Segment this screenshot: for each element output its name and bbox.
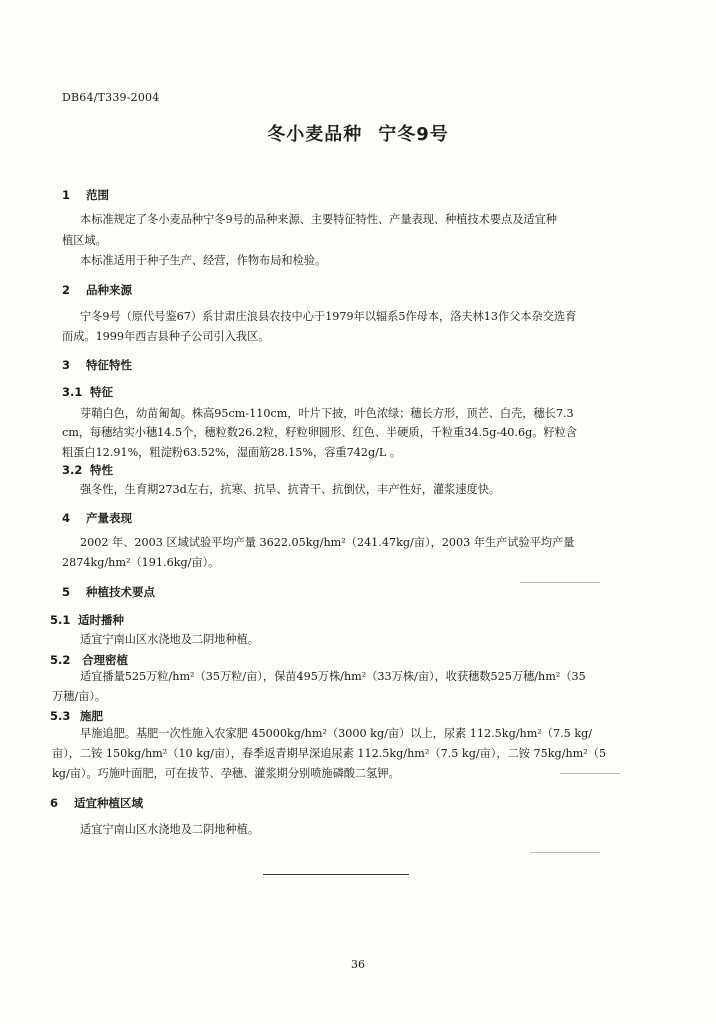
subsection-number: 5.3	[50, 709, 71, 723]
paragraph-line: 亩），二铵 150kg/hm²（10 kg/亩），春季返青期早深追尿素 112.5kg/hm²（7.5 kg/亩），二铵 75kg/hm²（5	[52, 747, 607, 760]
subsection-number: 5.2	[50, 653, 71, 667]
section-heading-origin	[62, 282, 132, 298]
section-number: 2	[62, 283, 71, 297]
title-variety: 宁冬9号	[378, 124, 449, 145]
section-heading-cultivation	[62, 584, 155, 600]
subsection-heading-sowing	[50, 612, 124, 628]
paragraph-line: cm，每穗结实小穗14.5个，穗粒数26.2粒，籽粒卵圆形、红色、半硬质，千粒重34.5g-40.6g。籽粒含	[62, 426, 577, 439]
paragraph-line: 而成。1999年西吉县种子公司引入我区。	[62, 330, 270, 343]
paragraph-line: 粗蛋白12.91%，粗淀粉63.52%，湿面筋28.15%，容重742g/L 。	[62, 446, 402, 459]
section-number: 1	[62, 188, 71, 202]
end-rule	[263, 874, 409, 875]
paragraph-line: 芽鞘白色，幼苗匍匐。株高95cm-110cm，叶片下披，叶色浓绿；穗长方形，顶芒、白壳，穗长7.3	[80, 407, 574, 420]
scan-noise	[560, 773, 620, 774]
section-heading-region	[50, 795, 143, 811]
paragraph-line: 2002 年、2003 区域试验平均产量 3622.05kg/hm²（241.47kg/亩），2003 年生产试验平均产量	[80, 536, 575, 549]
section-number: 6	[50, 796, 59, 810]
page-number: 36	[351, 958, 365, 971]
title-main: 冬小麦品种	[267, 124, 363, 145]
subsection-heading-density	[50, 652, 128, 668]
subsection-heading-properties	[62, 462, 113, 478]
paragraph-line: 适宜宁南山区水浇地及二阴地种植。	[80, 823, 260, 836]
section-title: 品种来源	[86, 283, 132, 297]
section-number: 3	[62, 358, 71, 372]
paragraph-line: 2874kg/hm²（191.6kg/亩）。	[62, 556, 220, 569]
scan-noise	[520, 582, 600, 583]
subsection-number: 5.1	[50, 613, 71, 627]
paragraph-line: 适宜宁南山区水浇地及二阴地种植。	[80, 633, 260, 646]
subsection-title: 特征	[90, 385, 113, 399]
section-title: 种植技术要点	[86, 585, 155, 599]
section-heading-characteristics	[62, 357, 132, 373]
section-heading-yield	[62, 510, 132, 526]
paragraph-line: 植区域。	[62, 234, 107, 247]
section-number: 4	[62, 511, 71, 525]
paragraph-line: 早施追肥。基肥一次性施入农家肥 45000kg/hm²（3000 kg/亩）以上，尿素 112.5kg/hm²（7.5 kg/	[80, 727, 593, 740]
section-title: 特征特性	[86, 358, 132, 372]
section-title: 产量表现	[86, 511, 132, 525]
document-code: DB64/T339-2004	[62, 91, 160, 104]
subsection-heading-fertilization	[50, 708, 103, 724]
paragraph-line: 本标准规定了冬小麦品种宁冬9号的品种来源、主要特征特性、产量表现、种植技术要点及适宜种	[80, 213, 557, 226]
subsection-number: 3.2	[62, 463, 83, 477]
paragraph-line: 万穗/亩）。	[52, 690, 107, 703]
section-heading-scope	[62, 187, 109, 203]
paragraph-line: 本标准适用于种子生产、经营，作物布局和检验。	[80, 254, 327, 267]
page-title	[0, 120, 716, 146]
section-number: 5	[62, 585, 71, 599]
subsection-title: 适时播种	[78, 613, 124, 627]
subsection-title: 合理密植	[82, 653, 128, 667]
section-title: 适宜种植区域	[74, 796, 143, 810]
scan-noise	[530, 852, 600, 853]
subsection-number: 3.1	[62, 385, 83, 399]
paragraph-line: kg/亩）。巧施叶面肥，可在拔节、孕穗、灌浆期分别喷施磷酸二氢钾。	[52, 767, 400, 780]
section-title: 范围	[86, 188, 109, 202]
paragraph-line: 强冬性，生育期273d左右，抗寒、抗旱、抗青干、抗倒伏，丰产性好，灌浆速度快。	[80, 483, 501, 496]
subsection-heading-features	[62, 384, 113, 400]
subsection-title: 施肥	[80, 709, 103, 723]
paragraph-line: 适宜播量525万粒/hm²（35万粒/亩），保苗495万株/hm²（33万株/亩），收获穗数525万穗/hm²（35	[80, 670, 586, 683]
paragraph-line: 宁冬9号（原代号鉴67）系甘肃庄浪县农技中心于1979年以辐系5作母本，洛夫林13作父本杂交选育	[80, 310, 577, 323]
subsection-title: 特性	[90, 463, 113, 477]
